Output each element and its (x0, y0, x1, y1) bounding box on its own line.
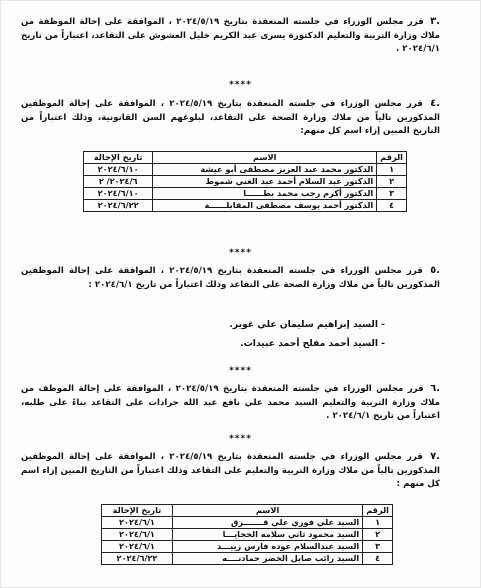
row-name: السيد محمود ثاني سلامه الحجايـــا (172, 529, 362, 541)
header-date: تاريخ الإحالة (84, 152, 153, 164)
row-number: ٤ (363, 553, 393, 565)
decision-paragraph-4 (21, 97, 440, 139)
table-row (102, 517, 393, 529)
table-row (102, 541, 393, 553)
row-number: ٣ (377, 188, 407, 200)
row-name: السيد عبدالسلام عوده فارس زييـــد (172, 541, 362, 553)
paragraph-text-5: قرر مجلس الوزراء في جلسته المنعقدة بتاريخ ٢٠٢٤/٥/١٩ ، الموافقة على إحالة الموظفين المذكورين تالياً من ملاك وزارة الصحة على التقاعد وذلك اعتباراً من تاريخ ٢٠٢٤/٦/١ : (21, 266, 440, 290)
separator-1: **** (229, 80, 252, 90)
row-name: السيد علي فوزي علي قـــــــزق (172, 517, 362, 529)
row-name: الدكتور أحمد يوسف مصطفى المقابلــــــة (153, 200, 377, 212)
header-name: الاسم (172, 505, 362, 517)
row-name: الدكتور عبد السلام أحمد عبد الغني شموط (153, 176, 377, 188)
header-name: الاسم (153, 152, 377, 164)
table-row (84, 188, 407, 200)
retirees-table-7 (101, 504, 393, 565)
row-date: ٢٠٢٤/٦/ ٢ (84, 176, 153, 188)
retiree-bullet-2: - السيد أحمد مفلح أحمد عبيدات. (240, 338, 385, 349)
table-header-row (102, 505, 393, 517)
paragraph-text-3: قرر مجلس الوزراء في جلسته المنعقدة بتاريخ ٢٠٢٤/٥/١٩ ، الموافقة على إحالة الموظفة من ملاك وزارة التربية والتعليم الدكتورة يسرى عبد الكريم خليل العشوش على التقاعد، اعتباراً من تاريخ ٢٠٢٤/٦/١ . (21, 17, 440, 54)
table-row (102, 553, 393, 565)
item-number-3: .٣ (430, 16, 440, 27)
decision-paragraph-5 (21, 264, 440, 292)
row-date: ٢٠٢٤/٦/٢٢ (84, 200, 153, 212)
table-header-row (84, 152, 407, 164)
row-date: ٢٠٢٤/٦/١ (102, 529, 173, 541)
row-number: ١ (363, 517, 393, 529)
row-date: ٢٠٢٤/٦/١٠ (84, 164, 153, 176)
decision-paragraph-6 (21, 382, 440, 424)
retiree-bullet-1: - السيد إبراهيم سليمان علي غوير. (229, 319, 385, 330)
table-row (84, 164, 407, 176)
separator-4: **** (229, 434, 252, 444)
header-date: تاريخ الإحالة (102, 505, 173, 517)
table-row (84, 176, 407, 188)
row-date: ٢٠٢٤/٦/١ (102, 541, 173, 553)
row-date: ٢٠٢٤/٦/١٠ (84, 188, 153, 200)
separator-3: **** (229, 366, 252, 376)
header-number: الرقم (363, 505, 393, 517)
row-number: ١ (377, 164, 407, 176)
decision-paragraph-7 (21, 450, 440, 492)
row-name: الدكتور أكرم رجب محمد بطــــــا (153, 188, 377, 200)
row-number: ٣ (363, 541, 393, 553)
row-number: ٢ (363, 529, 393, 541)
table-row (84, 200, 407, 212)
row-number: ٤ (377, 200, 407, 212)
item-number-6: .٦ (430, 383, 441, 394)
paragraph-text-4: قرر مجلس الوزراء في جلسته المنعقدة بتاريخ ٢٠٢٤/٥/١٩ ، الموافقة على إحالة الموظفين المذكورين تالياً من ملاك وزارة الصحة على التقاعد، لبلوغهم السن القانونية، وذلك اعتباراً من التاريخ المبين إزاء اسم كل منهم: (21, 99, 440, 136)
row-number: ٢ (377, 176, 407, 188)
item-number-5: .٥ (430, 265, 440, 276)
row-name: الدكتور محمد عبد العزيز مصطفى أبو عيشة (153, 164, 377, 176)
table-row (102, 529, 393, 541)
paragraph-text-7: قرر مجلس الوزراء في جلسته المنعقدة بتاريخ ٢٠٢٤/٥/١٩ ، الموافقة على إحالة الموظفين المذكورين تالياً من ملاك وزارة التربية والتعليم على التقاعد وذلك اعتباراً من التاريخ المبين إزاء اسم كل منهم : (21, 452, 440, 489)
header-number: الرقم (377, 152, 407, 164)
row-date: ٢٠٢٤/٦/٢٢ (102, 553, 173, 565)
decision-paragraph-3 (21, 15, 440, 57)
row-date: ٢٠٢٤/٦/١ (102, 517, 173, 529)
item-number-7: .٧ (430, 451, 440, 462)
item-number-4: .٤ (430, 98, 440, 109)
row-name: السيد رائب صايل الخضر حمادنــــه (172, 553, 362, 565)
paragraph-text-6: قرر مجلس الوزراء في جلسته المنعقدة بتاريخ ٢٠٢٤/٥/١٩ ، الموافقة على إحالة الموظف من ملاك وزارة التربية والتعليم السيد محمد علي نافع عبد الله جرادات على التقاعد بناءً على طلبه، اعتباراً من تاريخ ٢٠٢٤/٦/١ . (21, 384, 440, 421)
separator-2: **** (229, 248, 252, 258)
retirees-table-4 (83, 151, 407, 212)
